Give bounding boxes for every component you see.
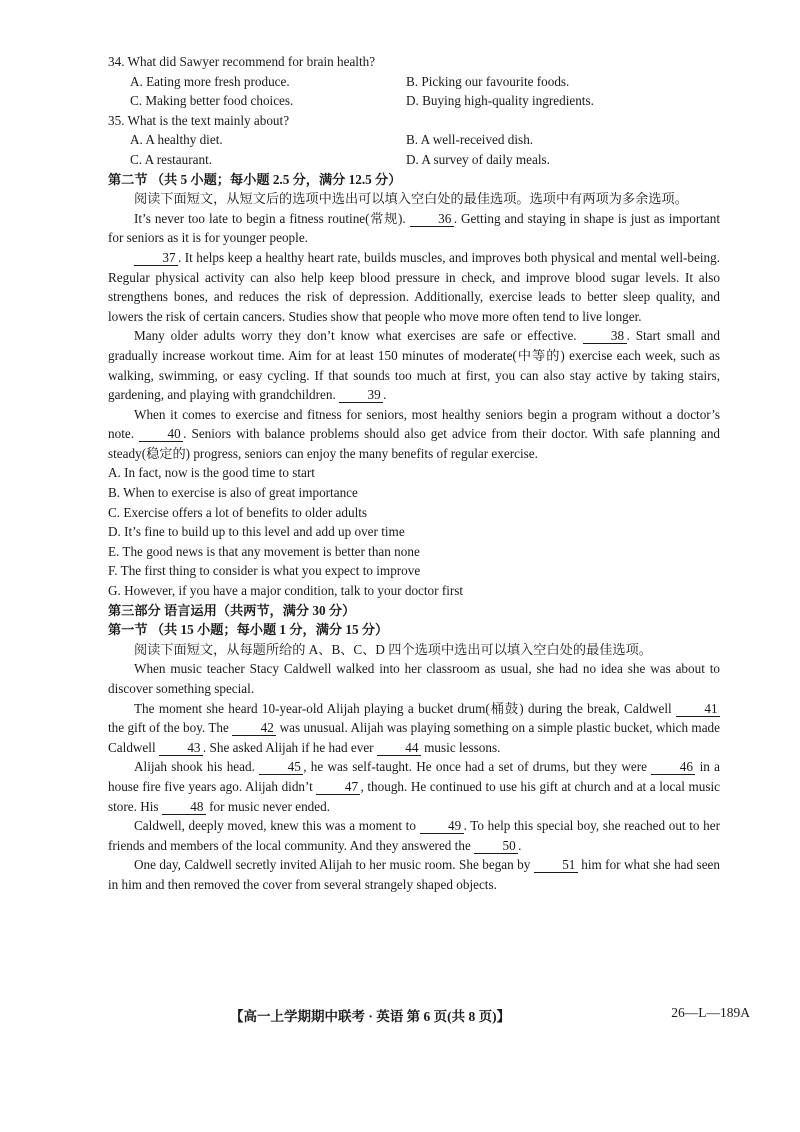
passage-2-paragraph-1 [108, 209, 720, 248]
blank-41[interactable]: 41 [676, 701, 720, 717]
page-footer [230, 1005, 750, 1025]
blank-43[interactable]: 43 [159, 740, 203, 756]
passage-text: the gift of the boy. The [108, 720, 229, 736]
question-34-options-row-1 [108, 72, 720, 92]
passage-text: One day, Caldwell secretly invited Alijah to her music room. She began by [134, 857, 531, 873]
exam-page [108, 52, 720, 895]
option-b: B. When to exercise is also of great importance [108, 485, 358, 501]
passage-2-paragraph-2 [108, 248, 720, 326]
blank-47[interactable]: 47 [316, 779, 360, 795]
passage-3-paragraph-5 [108, 855, 720, 894]
passage-text: The moment she heard 10-year-old Alijah playing a bucket drum(桶鼓) during the break, Caldwell [134, 700, 672, 716]
question-34-option-a: A. Eating more fresh produce. [130, 73, 290, 89]
part-3-instruction: 阅读下面短文，从每题所给的 A、B、C、D 四个选项中选出可以填入空白处的最佳选项。 [134, 641, 652, 657]
question-34-option-c: C. Making better food choices. [130, 93, 294, 109]
question-35-stem: 35. What is the text mainly about? [108, 112, 290, 128]
part-3-sub-heading: 第一节 （共 15 小题；每小题 1 分，满分 15 分） [108, 622, 389, 638]
question-35-options-row-2 [108, 150, 720, 170]
passage-text: Alijah shook his head. [134, 759, 255, 775]
question-34-option-b: B. Picking our favourite foods. [406, 73, 570, 89]
option-g: G. However, if you have a major condition, talk to your doctor first [108, 583, 464, 599]
blank-46[interactable]: 46 [651, 759, 695, 775]
option-a: A. In fact, now is the good time to start [108, 465, 315, 481]
option-e: E. The good news is that any movement is better than none [108, 543, 420, 559]
blank-36[interactable]: 36 [410, 211, 454, 227]
passage-text: . She asked Alijah if he had ever [202, 739, 374, 755]
footer-exam-title: 【高一上学期期中联考 · 英语 第 6 页(共 8 页)】 [230, 1009, 511, 1024]
passage-2-paragraph-3 [108, 326, 720, 404]
passage-text: . Getting and staying in shape is just as important for seniors as it is for younger people. [108, 210, 721, 246]
footer-code: 26—L—189A [671, 1005, 750, 1020]
passage-text: . Start small and gradually increase workout time. Aim for at least 150 minutes of moderate(中等的) exercise each week, such as walking, swimming, or easy cycling. If that sounds too much at first, you can also stay active by taking stairs, gardening, and playing with grandchildren. [108, 328, 720, 403]
passage-text: him for what she had seen in him and then removed the cover from several strangely shaped objects. [108, 857, 720, 892]
passage-text: . To help this special boy, she reached out to her friends and members of the local community. And they answered the [108, 818, 720, 853]
blank-40[interactable]: 40 [139, 426, 183, 442]
question-34-stem: 34. What did Sawyer recommend for brain health? [108, 54, 376, 69]
question-35-option-a: A. A healthy diet. [130, 132, 223, 148]
question-34-options-row-2 [108, 91, 720, 111]
blank-39[interactable]: 39 [339, 387, 383, 403]
passage-text: in a house fire five years ago. Alijah didn’t [108, 759, 720, 794]
passage-text: Many older adults worry they don’t know what exercises are safe or effective. [134, 328, 577, 344]
passage-2-paragraph-4 [108, 405, 720, 464]
section-2-options-list [108, 463, 720, 600]
passage-3-paragraph-2 [108, 699, 720, 758]
part-3-heading: 第三部分 语言运用（共两节，满分 30 分） [108, 602, 356, 618]
question-34-option-d: D. Buying high-quality ingredients. [406, 93, 594, 109]
blank-38[interactable]: 38 [583, 328, 627, 344]
blank-51[interactable]: 51 [534, 857, 578, 873]
passage-text: , he was self-taught. He once had a set of drums, but they were [303, 759, 648, 775]
blank-49[interactable]: 49 [420, 818, 464, 834]
option-c: C. Exercise offers a lot of benefits to older adults [108, 504, 368, 520]
question-35-option-b: B. A well-received dish. [406, 132, 534, 148]
question-35-option-d: D. A survey of daily meals. [406, 151, 550, 167]
option-f: F. The first thing to consider is what you expect to improve [108, 563, 421, 579]
section-2-instruction: 阅读下面短文，从短文后的选项中选出可以填入空白处的最佳选项。选项中有两项为多余选项。 [134, 191, 688, 207]
blank-50[interactable]: 50 [474, 838, 518, 854]
passage-text: . It helps keep a healthy heart rate, builds muscles, and improves both physical and mental well-being. Regular physical activity can also help keep blood pressure in check, and improve blood sugar levels. It also strengthens bones, and reduces the risk of depression. Additionally, exercise leads to better sleep quality, and lowers the risk of certain cancers. Studies show that people who move more often tend to live longer. [108, 249, 720, 324]
passage-text: . [518, 837, 522, 853]
passage-3-paragraph-3 [108, 757, 720, 816]
blank-45[interactable]: 45 [259, 759, 303, 775]
question-35-options-row-1 [108, 130, 720, 150]
passage-text: Caldwell, deeply moved, knew this was a moment to [134, 818, 416, 834]
passage-3-paragraph-1: When music teacher Stacy Caldwell walked into her classroom as usual, she had no idea she was about to discover something special. [108, 661, 720, 696]
passage-text: was unusual. Alijah was playing something on a simple plastic bucket, which made Caldwell [108, 720, 720, 755]
passage-text: It’s never too late to begin a fitness routine(常规). [134, 210, 406, 226]
blank-48[interactable]: 48 [162, 799, 206, 815]
section-2-heading: 第二节 （共 5 小题；每小题 2.5 分，满分 12.5 分） [108, 171, 402, 187]
passage-text: . Seniors with balance problems should also get advice from their doctor. With safe planning and steady(稳定的) progress, seniors can enjoy the many benefits of regular exercise. [108, 426, 721, 461]
blank-37[interactable]: 37 [134, 250, 178, 266]
question-35-option-c: C. A restaurant. [130, 151, 213, 167]
passage-text: , though. He continued to use his gift at church and at a local music store. His [108, 778, 720, 814]
passage-text: music lessons. [424, 739, 501, 755]
passage-text: When it comes to exercise and fitness for seniors, most healthy seniors begin a program without a doctor’s note. [108, 406, 720, 442]
blank-42[interactable]: 42 [232, 720, 276, 736]
passage-3-paragraph-4 [108, 816, 720, 855]
blank-44[interactable]: 44 [377, 740, 421, 756]
passage-text: . [383, 387, 387, 403]
passage-text: for music never ended. [209, 798, 330, 814]
option-d: D. It’s fine to build up to this level and add up over time [108, 524, 405, 540]
